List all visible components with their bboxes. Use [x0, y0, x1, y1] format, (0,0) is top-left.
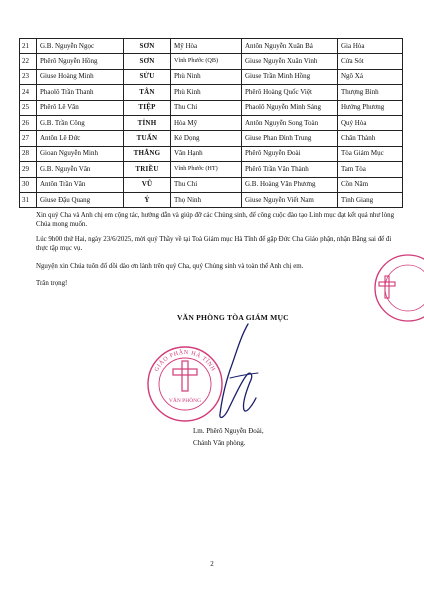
partial-seal-stamp-icon	[368, 252, 424, 324]
row-number-cell: 26	[20, 115, 37, 130]
host-priest-cell: Giuse Trần Minh Hồng	[242, 69, 338, 84]
host-priest-cell: Phêrô Nguyễn Đoài	[242, 146, 338, 161]
row-number-cell: 22	[20, 54, 37, 69]
assigned-parish-cell: Chân Thành	[338, 131, 403, 146]
row-number-cell: 29	[20, 162, 37, 177]
given-name-cell: SƠN	[124, 54, 171, 69]
given-name-cell: TRIỀU	[124, 162, 171, 177]
home-parish-cell: Thu Chỉ	[171, 100, 242, 115]
table-row	[20, 177, 403, 192]
seminarian-name-cell: Antôn Lê Đức	[37, 131, 124, 146]
office-title: VĂN PHÒNG TÒA GIÁM MỤC	[177, 313, 289, 322]
table-row	[20, 54, 403, 69]
row-number-cell: 30	[20, 177, 37, 192]
given-name-cell: THẮNG	[124, 146, 171, 161]
assigned-parish-cell: Cồn Nâm	[338, 177, 403, 192]
row-number-cell: 21	[20, 39, 37, 54]
seminarian-name-cell: Antôn Trần Văn	[37, 177, 124, 192]
seminarian-name-cell: Gioan Nguyễn Minh	[37, 146, 124, 161]
given-name-cell: VŨ	[124, 177, 171, 192]
seminarian-name-cell: G.B. Nguyễn Ngọc	[37, 39, 124, 54]
assigned-parish-cell: Gia Hòa	[338, 39, 403, 54]
home-parish-cell: Thu Chỉ	[171, 177, 242, 192]
paragraph-blessing: Nguyện xin Chúa tuôn đổ dồi dào ơn lành trên quý Cha, quý Chủng sinh và toàn thể Anh chị em.	[36, 263, 304, 270]
home-parish-cell: Văn Hạnh	[171, 146, 242, 161]
seminarian-name-cell: Phêrô Nguyễn Hồng	[37, 54, 124, 69]
assigned-parish-cell: Ngô Xá	[338, 69, 403, 84]
host-priest-cell: G.B. Hoàng Văn Phương	[242, 177, 338, 192]
signer-name: Lm. Phêrô Nguyễn Đoài,	[193, 427, 264, 435]
assigned-parish-cell: Tòa Giám Mục	[338, 146, 403, 161]
paragraph-closing: Trân trọng!	[36, 280, 68, 287]
home-parish-cell: Mỹ Hòa	[171, 39, 242, 54]
assigned-parish-cell: Tình Giang	[338, 192, 403, 207]
row-number-cell: 27	[20, 131, 37, 146]
row-number-cell: 25	[20, 100, 37, 115]
host-priest-cell: Giuse Nguyễn Xuân Vinh	[242, 54, 338, 69]
table-row	[20, 85, 403, 100]
host-priest-cell: Phêrô Hoàng Quốc Việt	[242, 85, 338, 100]
given-name-cell: TIỆP	[124, 100, 171, 115]
seminarian-name-cell: G.B. Trần Công	[37, 115, 124, 130]
signer-role: Chánh Văn phòng.	[193, 439, 246, 447]
seminarian-name-cell: Giuse Đậu Quang	[37, 192, 124, 207]
row-number-cell: 24	[20, 85, 37, 100]
seal-outer-text: GIÁO PHẬN HÀ TĨNH	[153, 349, 217, 373]
table-body	[20, 39, 403, 208]
given-name-cell: TỈNH	[124, 115, 171, 130]
table-row	[20, 192, 403, 207]
table-row	[20, 69, 403, 84]
host-priest-cell: Antôn Nguyễn Xuân Bá	[242, 39, 338, 54]
row-number-cell: 23	[20, 69, 37, 84]
table-row	[20, 39, 403, 54]
table-row	[20, 100, 403, 115]
paragraph-cooperation: Xin quý Cha và Anh chị em cộng tác, hướng dẫn và giúp đỡ các Chủng sinh, để công cuộc đào tạo Linh mục đạt kết quả như lòng Chúa mong muốn.	[36, 212, 395, 228]
home-parish-cell: Phù Kinh	[171, 85, 242, 100]
page-number: 2	[210, 560, 214, 568]
row-number-cell: 31	[20, 192, 37, 207]
assigned-parish-cell: Thượng Bình	[338, 85, 403, 100]
seal-center-text: VĂN PHÒNG	[168, 398, 202, 404]
table-row	[20, 115, 403, 130]
given-name-cell: TUẤN	[124, 131, 171, 146]
seminarian-name-cell: G.B. Nguyễn Văn	[37, 162, 124, 177]
given-name-cell: Ý	[124, 192, 171, 207]
table-row	[20, 131, 403, 146]
home-parish-cell: Hòa Mỹ	[171, 115, 242, 130]
seminarian-name-cell: Phaolô Trần Thanh	[37, 85, 124, 100]
home-parish-cell: Phù Ninh	[171, 69, 242, 84]
seminarian-name-cell: Phêrô Lê Văn	[37, 100, 124, 115]
host-priest-cell: Phêrô Trần Văn Thành	[242, 162, 338, 177]
seminarian-assignment-table	[19, 38, 403, 208]
home-parish-cell: Kẻ Dọng	[171, 131, 242, 146]
assigned-parish-cell: Quý Hòa	[338, 115, 403, 130]
given-name-cell: TÂN	[124, 85, 171, 100]
host-priest-cell: Giuse Nguyễn Viết Nam	[242, 192, 338, 207]
assigned-parish-cell: Cửa Sót	[338, 54, 403, 69]
assigned-parish-cell: Tam Tòa	[338, 162, 403, 177]
table-row	[20, 146, 403, 161]
table-row	[20, 162, 403, 177]
paragraph-meeting: Lúc 9h00 thứ Hai, ngày 23/6/2025, mời quý Thầy về tại Toà Giám mục Hà Tĩnh để gặp Đức Cha Giáo phận, nhận Bằng sai để đi thực tập mục vụ.	[36, 236, 392, 252]
host-priest-cell: Phaolô Nguyễn Minh Sáng	[242, 100, 338, 115]
row-number-cell: 28	[20, 146, 37, 161]
home-parish-cell: Thọ Ninh	[171, 192, 242, 207]
home-parish-cell: Vĩnh Phước (QB)	[171, 54, 242, 69]
given-name-cell: SỬU	[124, 69, 171, 84]
home-parish-cell: Vĩnh Phước (HT)	[171, 162, 242, 177]
seminarian-name-cell: Giuse Hoàng Minh	[37, 69, 124, 84]
assigned-parish-cell: Hướng Phương	[338, 100, 403, 115]
seal-stamp-icon	[146, 345, 224, 423]
host-priest-cell: Giuse Phan Đình Trung	[242, 131, 338, 146]
given-name-cell: SƠN	[124, 39, 171, 54]
host-priest-cell: Antôn Nguyễn Song Toàn	[242, 115, 338, 130]
